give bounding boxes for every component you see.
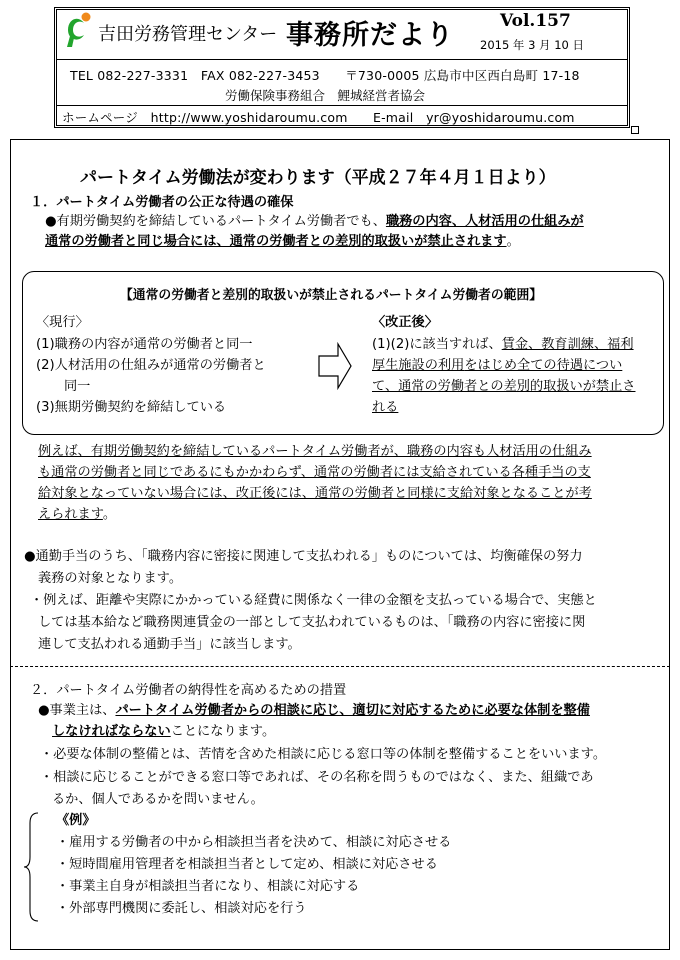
header-divider: [57, 105, 627, 106]
newsletter-title: 事務所だより: [286, 20, 454, 51]
s2-line1-text: ●事業主は、: [38, 703, 116, 718]
revised-line-2-b: をはじめ全ての待遇につい: [464, 358, 623, 373]
logo-dot: [82, 13, 91, 22]
commute-line-4: しては基本給など職務関連賃金の一部として支払われているものは、「職務の内容に密接に関: [38, 615, 586, 630]
current-label: 〈現行〉: [36, 315, 89, 330]
revised-label: 〈改正後〉: [372, 315, 438, 330]
revised-line-1-underlined: 賃金、教育訓練、福利: [501, 337, 634, 352]
s2-line1: [38, 702, 590, 720]
main-frame: [10, 139, 670, 950]
org-name: 吉田労務管理センター: [98, 24, 278, 45]
volume-number: Vol.157: [500, 11, 571, 31]
commute-line-2: 義務の対象となります。: [38, 571, 183, 586]
corner-marker: [631, 126, 639, 134]
revised-line-2-a: 厚生施設の利用: [372, 358, 465, 373]
revised-line-3: て、通常の労働者との差別的取扱いが禁止さ: [372, 379, 636, 394]
contact-line: TEL 082-227-3331 FAX 082-227-3453 〒730-0005 広島市中区西白島町 17-18: [70, 68, 580, 83]
issue-date: 2015 年 3 月 10 日: [480, 38, 584, 52]
commute-line-5: 連して支払われる通勤手当」に該当します。: [38, 637, 301, 652]
page-title: パートタイム労働法が変わります（平成２７年４月１日より）: [80, 168, 556, 188]
s2-line2-text: ことになります。: [170, 724, 276, 739]
s2-line1-emphasis: パートタイム労働者からの相談に応じ、適切に対応するために必要な体制を整備: [115, 703, 590, 718]
section2-heading: ２．パートタイム労働者の納得性を高めるための措置: [30, 683, 347, 698]
revised-line-1: [372, 336, 634, 354]
s2-line2: [52, 723, 275, 741]
commute-line-3: ・例えば、距離や実際にかかっている経費に関係なく一律の金額を支払っている場合で、実態と: [30, 593, 597, 608]
example-line-4: [38, 506, 116, 524]
current-item-3: (3)無期労働契約を締結している: [36, 400, 227, 415]
right-arrow-icon: [318, 342, 352, 390]
example-item-2: ・短時間雇用管理者を相談担当者として定め、相談に対応させる: [56, 857, 438, 872]
s1-line1: [45, 213, 584, 231]
s2-bullet-2: ・相談に応じることができる窓口等であれば、その名称を問うものではなく、また、組織であ: [40, 770, 594, 785]
example-line-3: 給対象となっていない場合には、改正後には、通常の労働者と同様に支給対象となることが考: [38, 486, 592, 501]
s1-line2-emphasis: 通常の労働者と同じ場合には、通常の労働者との差別的取扱いが禁止されます: [45, 234, 507, 249]
company-logo-icon: [62, 10, 94, 48]
example-item-4: ・外部専門機関に委託し、相談対応を行う: [56, 901, 307, 916]
example-item-3: ・事業主自身が相談担当者になり、相談に対応する: [56, 879, 360, 894]
s2-bullet-2b: るか、個人であるかを問いません。: [52, 792, 264, 807]
example-item-1: ・雇用する労働者の中から相談担当者を決めて、相談に対応させる: [56, 835, 452, 850]
current-item-1: (1)職務の内容が通常の労働者と同一: [36, 337, 253, 352]
left-brace-icon: [22, 811, 40, 923]
commute-line-1: ●通勤手当のうち、「職務内容に密接に関連して支払われる」ものについては、均衡確保の努力: [24, 549, 583, 564]
association-line: 労働保険事務組合 鯉城経営者協会: [225, 88, 426, 103]
example-label: 《例》: [56, 813, 96, 828]
current-item-2: (2)人材活用の仕組みが通常の労働者と: [36, 358, 266, 373]
revised-line-2: [372, 357, 622, 375]
s2-line2-emphasis: しなければならない: [52, 724, 171, 739]
example-line-1-text: 例えば、有期労働契約を締結しているパートタイム労働者が、職務の内容も人材活用の仕組み: [38, 444, 592, 459]
example-line-1: [38, 443, 592, 461]
logo-stem: [67, 36, 74, 47]
box-title: 【通常の労働者と差別的取扱いが禁止されるパートタイム労働者の範囲】: [120, 288, 543, 303]
web-email-line: ホームページ http://www.yoshidaroumu.com E-mail yr@yoshidaroumu.com: [62, 110, 575, 125]
revised-line-4: れる: [372, 400, 399, 415]
s1-line2-end: 。: [506, 234, 520, 249]
current-item-2b: 同一: [64, 379, 91, 394]
section1-heading: １．パートタイム労働者の公正な待遇の確保: [30, 195, 294, 210]
s1-line1-emphasis: 職務の内容、人材活用の仕組みが: [385, 214, 584, 229]
revised-line-1-text: (1)(2)に該当すれば、: [372, 337, 502, 352]
section-divider: [10, 666, 670, 667]
example-line-4-text: えられます: [38, 507, 103, 522]
example-line-2: も通常の労働者と同じであるにもかかわらず、通常の労働者には支給されている各種手当の支: [38, 465, 591, 480]
s1-line1-text: ●有期労働契約を締結しているパートタイム労働者でも、: [45, 214, 386, 229]
example-line-4-end: 。: [102, 507, 117, 522]
s2-bullet-1: ・必要な体制の整備とは、苦情を含めた相談に応じる窓口等の体制を整備することをいいます。: [40, 747, 607, 762]
s1-line2: [45, 233, 520, 251]
header-divider: [57, 59, 627, 60]
